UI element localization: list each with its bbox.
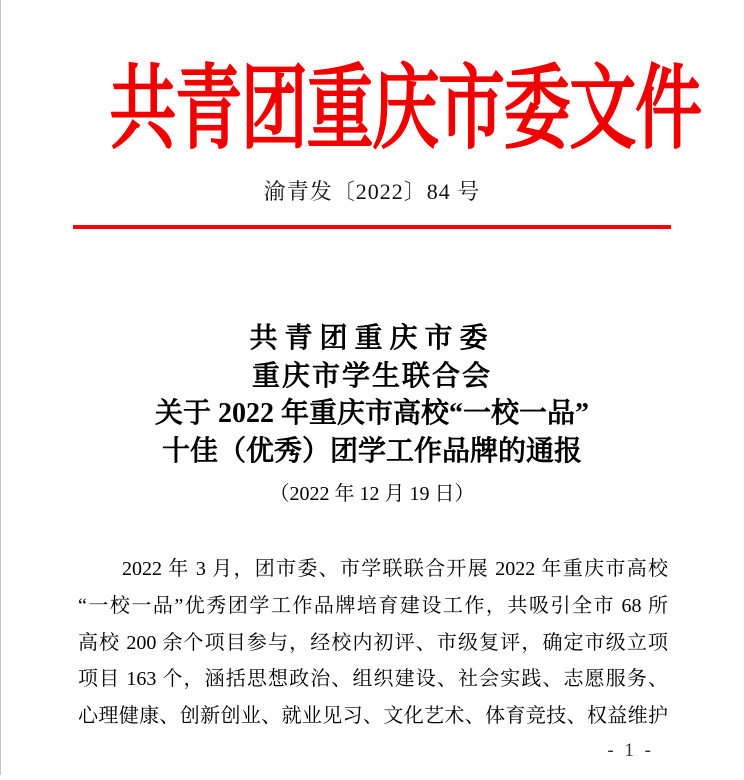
body-line: 2022 年 3 月，团市委、市学联联合开展 2022 年重庆市高校 xyxy=(122,558,668,580)
document-title xyxy=(0,320,744,470)
page-number: - 1 - xyxy=(607,740,654,761)
body-line: 高校 200 余个项目参与，经校内初评、市级复评，确定市级立项 xyxy=(78,631,668,654)
document-number: 渝青发〔2022〕84 号 xyxy=(263,179,481,204)
red-header-banner xyxy=(0,56,744,162)
document-title-line-4: 十佳（优秀）团学工作品牌的通报 xyxy=(161,435,582,467)
red-separator-rule xyxy=(73,225,671,229)
body-line: “一校一品”优秀团学工作品牌培育建设工作，共吸引全市 68 所 xyxy=(78,594,668,617)
red-header-banner-text: 共青团重庆市委文件 xyxy=(109,58,701,160)
document-date: （2022 年 12 月 19 日） xyxy=(269,483,475,505)
document-title-line-3: 关于 2022 年重庆市高校“一校一品” xyxy=(154,398,589,429)
document-title-line-2: 重庆市学生联合会 xyxy=(251,360,492,392)
body-paragraph xyxy=(78,551,668,735)
document-title-line-1: 共青团重庆市委 xyxy=(249,323,495,354)
body-line: 项目 163 个，涵括思想政治、组织建设、社会实践、志愿服务、 xyxy=(78,668,668,691)
body-line: 心理健康、创新创业、就业见习、文化艺术、体育竞技、权益维护 xyxy=(78,705,668,728)
